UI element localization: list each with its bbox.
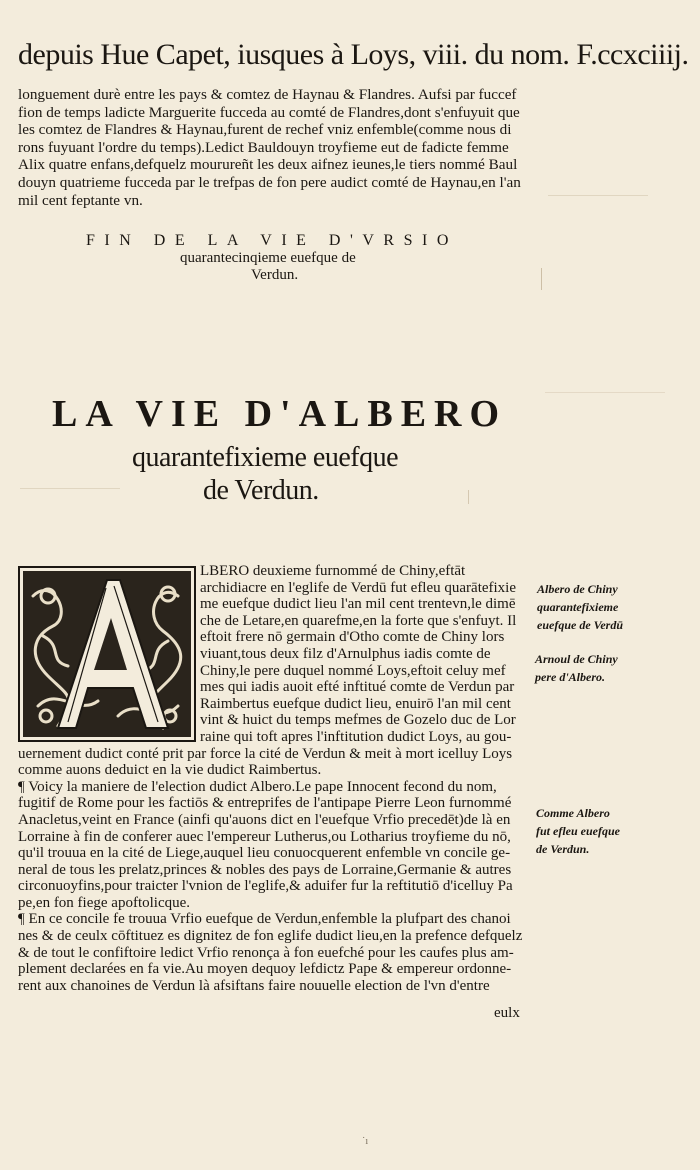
text-line: LBERO deuxieme furnommé de Chiny,eftāt [200, 563, 466, 579]
text-line: mil cent feptante vn. [18, 191, 143, 209]
text-line: douyn quatrieme fucceda par le trefpas de fon pere audict comté de Haynau,en l'an [18, 173, 521, 191]
margin-note [536, 804, 620, 858]
text-line: fion de temps ladicte Marguerite fucceda au comté de Flandres,dont s'enfuyuit que [18, 103, 520, 121]
chapter-title: LA VIE D'ALBERO [52, 393, 508, 435]
bleed-through-mark [548, 195, 648, 196]
margin-note-line: pere d'Albero. [535, 670, 605, 684]
fin-section-title: FIN DE LA VIE D'VRSIO [86, 232, 458, 249]
margin-note-line: Albero de Chiny [537, 582, 618, 596]
text-line: longuement durè entre les pays & comtez de Haynau & Flandres. Aufsi par fuccef [18, 86, 517, 103]
text-line: eftoit frere nō germain d'Otho comte de Chiny lors [200, 629, 505, 646]
text-line: Raimbertus euefque dudict lieu, enuirō l'an mil cent [200, 695, 511, 712]
text-line: les comtez de Flandres & Haynau,furent de rechef vniz enfemble(comme nous di [18, 121, 512, 139]
text-line: rent aux chanoines de Verdun là afsiftans faire nouuelle election de l'vn d'entre [18, 977, 490, 994]
margin-note-line: euefque de Verdū [537, 618, 623, 632]
margin-note-line: Arnoul de Chiny [535, 652, 618, 666]
fin-section-subtitle: quarantecinqieme euefque de [180, 250, 356, 266]
text-line: ¶ En ce concile fe trouua Vrfio euefque de Verdun,enfemble la plufpart des chanoi [18, 911, 511, 928]
text-line: nes & de ceulx cōftituez es dignitez de fon eglife dudict lieu,en la prefence defquelz [18, 928, 523, 945]
text-line: che de Letare,en quarefme,en la forte que s'enfuyt. Il [200, 612, 517, 629]
text-line: circonuoyfins,pour traicter l'vnion de l'eglife,& aduifer fur la reftitutiō d'icelluy Pa [18, 878, 513, 895]
text-line: uernement dudict conté prit par force la cité de Verdun & meit à mort icelluy Loys [18, 745, 513, 762]
margin-note-line: de Verdun. [536, 842, 590, 856]
bleed-through-mark [20, 488, 120, 489]
margin-note-line: fut efleu euefque [536, 824, 620, 838]
catchword: eulx [494, 1005, 520, 1021]
bleed-through-mark [541, 268, 542, 290]
text-line: vint & huict du temps mefmes de Gozelo duc de Lor [200, 712, 516, 729]
fin-section-subtitle-2: Verdun. [251, 267, 299, 283]
text-line: fugitif de Rome pour les factiōs & entreprifes de l'antipape Pierre Leon furnommé [18, 795, 512, 812]
text-line: mes qui iadis auoit efté inftitué comte de Verdun par [200, 679, 515, 696]
text-line: Lorraine à fin de conferer auec l'empereur Lutherus,ou Lotharius troyfieme du nō, [18, 828, 511, 845]
top-paragraph [18, 86, 528, 209]
bleed-through-mark [545, 392, 665, 393]
text-line: & de tout le confiftoire ledict Vrfio renonça à fon euefché pour les caufes plus am- [18, 944, 514, 961]
text-line: comme auons deduict en la vie dudict Raimbertus. [18, 762, 322, 779]
text-line: pe,en fon fiege apoftolicque. [18, 894, 191, 911]
margin-note-line: quarantefixieme [537, 600, 619, 614]
margin-note [537, 580, 623, 634]
bleed-through-mark [468, 490, 469, 504]
text-line: qu'il trouua en la cité de Liege,auquel lieu conuocquerent enfemble vn concile ge- [18, 845, 511, 862]
chapter-body [18, 563, 530, 994]
text-line: Anacletus,veint en France (ainfi qu'auons dict en l'euefque Vrfio precedēt)de là en [18, 811, 511, 828]
text-line: raine qui toft apres l'inftitution dudict Loys, au gou- [200, 728, 512, 745]
text-line: viuant,tous deux filz d'Arnulphus iadis comte de [200, 645, 491, 662]
text-line: archidiacre en l'eglife de Verdū fut efleu quarātefixie [200, 579, 517, 596]
text-line: me euefque dudict lieu l'an mil cent trentevn,le dimē [200, 596, 516, 613]
chapter-subtitle: quarantefixieme euefque [132, 442, 399, 473]
text-line: Alix quatre enfans,defquelz mourureñt les deux aifnez ieunes,le tiers nommé Baul [18, 156, 518, 174]
page-mark: ˙ı [362, 1136, 369, 1147]
text-line: Chiny,le pere duquel nommé Loys,eftoit celuy mef [200, 662, 506, 679]
running-header: depuis Hue Capet, iusques à Loys, viii. du nom. F.ccxciiij. [18, 38, 689, 71]
text-line: rons fuyuant l'ordre du temps).Ledict Bauldouyn troyfieme eut de fadicte femme [18, 138, 509, 156]
text-line: plement declarées en fa vie.Au moyen dequoy lefdictz Pape & empereur ordonne- [18, 961, 512, 978]
text-line: ¶ Voicy la maniere de l'election dudict Albero.Le pape Innocent fecond du nom, [18, 778, 497, 795]
margin-note [535, 650, 618, 686]
text-line: neral de tous les prelatz,princes & nobles des pays de Lorraine,Germanie & autres [18, 861, 512, 878]
margin-note-line: Comme Albero [536, 806, 610, 820]
chapter-subtitle-2: de Verdun. [203, 475, 319, 506]
